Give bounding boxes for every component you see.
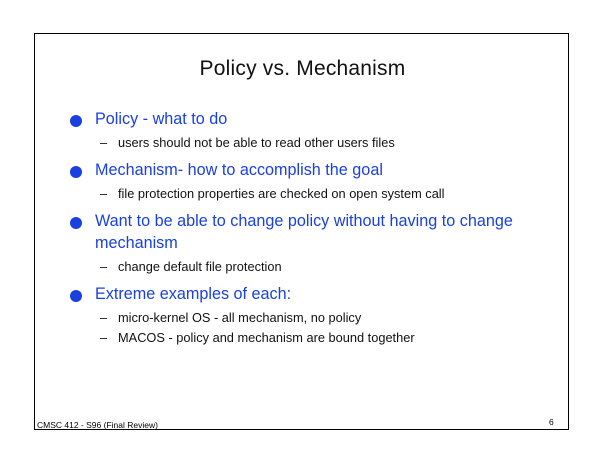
sub-item [95, 257, 528, 277]
bullet-text: Policy - what to do [95, 110, 228, 128]
sub-item [95, 328, 528, 348]
sub-list [95, 257, 528, 277]
bullet-item [68, 210, 528, 277]
sub-item-text: file protection properties are checked on open system call [118, 186, 445, 201]
bullet-text: Want to be able to change policy without having to change mechanism [95, 212, 513, 252]
slide-title: Policy vs. Mechanism [199, 57, 406, 80]
sub-item [95, 308, 528, 328]
sub-item [95, 133, 528, 153]
dash-icon: – [100, 310, 108, 325]
bullet-text: Extreme examples of each: [95, 285, 292, 303]
page-number: 6 [549, 417, 554, 427]
dash-icon: – [100, 186, 108, 201]
bullet-dot-icon [70, 217, 82, 229]
bullet-dot-icon [70, 290, 82, 302]
sub-item-text: users should not be able to read other users files [118, 135, 395, 150]
bullet-text: Mechanism- how to accomplish the goal [95, 161, 383, 179]
bullet-item [68, 108, 528, 153]
dash-icon: – [100, 330, 108, 345]
bullet-dot-icon [70, 115, 82, 127]
dash-icon: – [100, 135, 108, 150]
bullet-list [68, 108, 528, 354]
bullet-item [68, 283, 528, 348]
sub-item-text: MACOS - policy and mechanism are bound together [118, 330, 415, 345]
sub-item-text: change default file protection [118, 259, 282, 274]
sub-list [95, 308, 528, 348]
sub-item-text: micro-kernel OS - all mechanism, no policy [118, 310, 362, 325]
sub-item [95, 184, 528, 204]
sub-list [95, 133, 528, 153]
dash-icon: – [100, 259, 108, 274]
slide-footer: CMSC 412 - S96 (Final Review) [37, 420, 158, 430]
sub-list [95, 184, 528, 204]
bullet-item [68, 159, 528, 204]
bullet-dot-icon [70, 166, 82, 178]
